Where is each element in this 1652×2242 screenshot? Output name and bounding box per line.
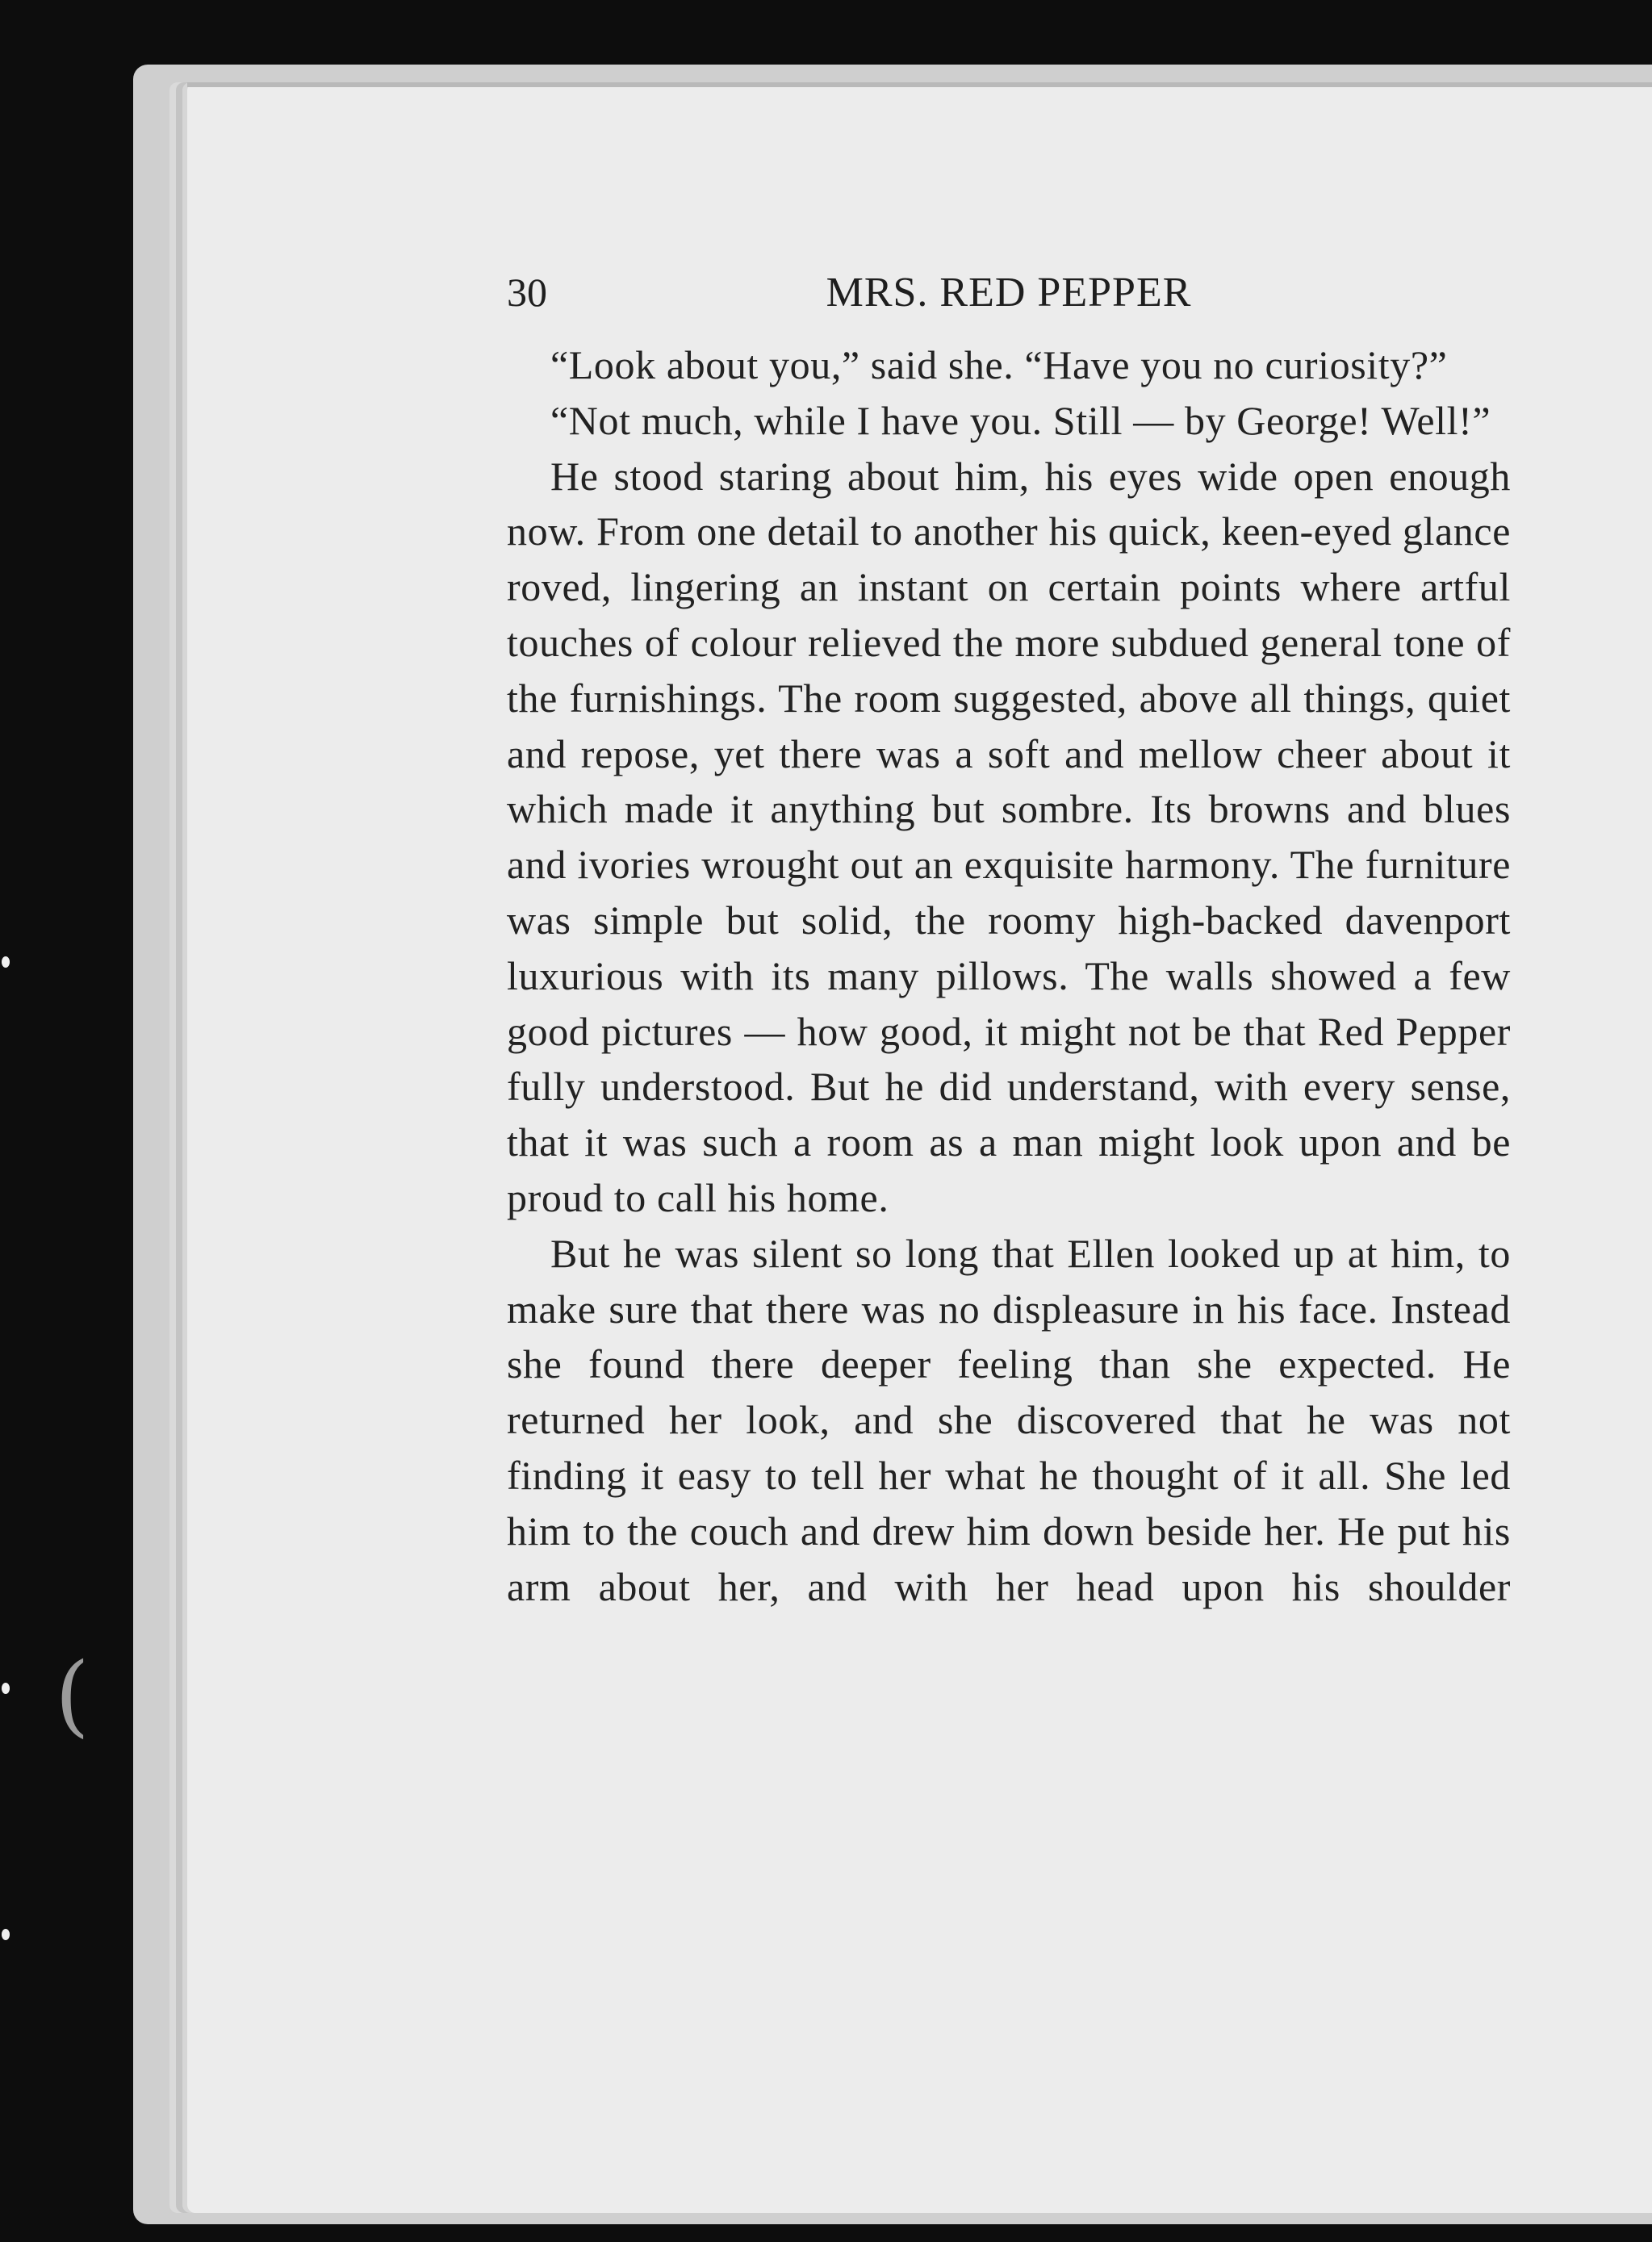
margin-bracket-mark: ( (55, 1643, 90, 1746)
paragraph: “Not much, while I have you. Still — by George! Well!” (550, 397, 1491, 443)
body-text (507, 337, 1511, 1614)
paragraph: He stood staring about him, his eyes wide open enough now. From one detail to another his quick, keen-eyed glance roved, lingering an instant on certain points where artful touches of colour relieved the more subdued general tone of the furnishings. The room suggested, above all things, quiet and repose, yet there was a soft and mellow cheer about it which made it anything but sombre. Its browns and blues and ivories wrought out an exquisite harmony. The furniture was simple but solid, the roomy high-backed davenport luxurious with its many pillows. The walls showed a few good pictures — how good, it might not be that Red Pepper fully understood. But he did understand, with every sense, that it was such a room as a man might look upon and be proud to call his home. (507, 453, 1511, 1220)
paragraph: But he was silent so long that Ellen looked up at him, to make sure that there was no displeasure in his face. Instead she found there deeper feeling than she expected. He returned her look, and she discovered that he was not finding it easy to tell her what he thought of it all. She led him to the couch and drew him down beside her. He put his arm about her, and with her head upon his shoulder (507, 1230, 1511, 1609)
running-head (507, 269, 1511, 325)
page-top-edge (187, 82, 1652, 87)
running-title: MRS. RED PEPPER (826, 270, 1192, 316)
scan-artifact-dot (2, 956, 10, 968)
scan-artifact-dot (2, 1929, 10, 1940)
scan-artifact-dot (2, 1683, 10, 1694)
page-number: 30 (507, 270, 547, 315)
paragraph: “Look about you,” said she. “Have you no curiosity?” (550, 342, 1448, 387)
